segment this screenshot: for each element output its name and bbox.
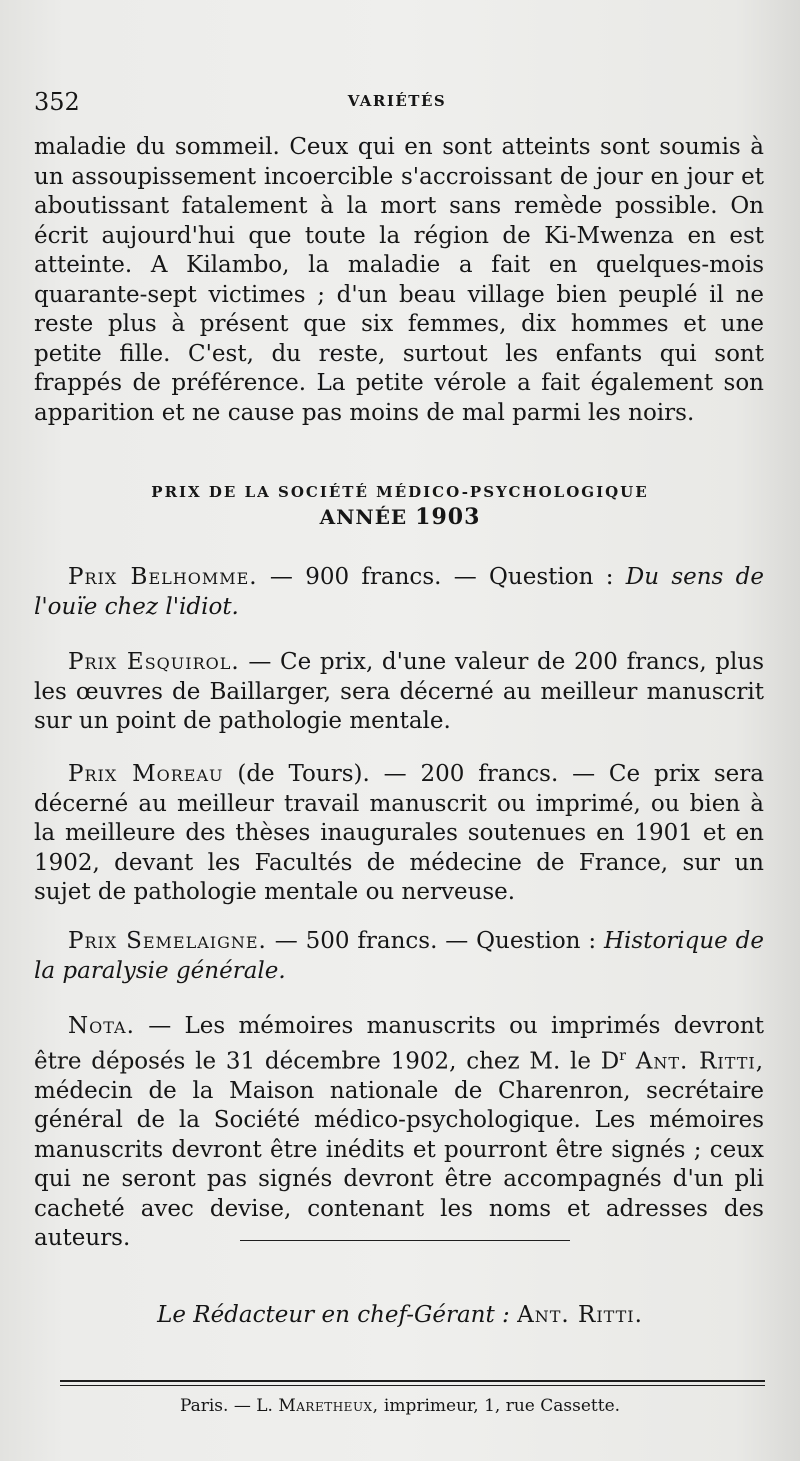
- prize-name: Prix Semelaigne.: [68, 928, 267, 954]
- signature-name: Ant. Ritti.: [517, 1302, 643, 1328]
- prize-belhomme: [34, 563, 764, 622]
- prize-moreau: [34, 760, 764, 908]
- nota-superscript: r: [619, 1047, 626, 1064]
- running-head: VARIÉTÉS: [347, 92, 447, 110]
- year-value: 1903: [415, 504, 481, 530]
- section-divider: [240, 1240, 570, 1241]
- footer-rule-thin: [60, 1385, 765, 1386]
- prize-text: — Ce prix, d'une valeur de 200 francs, plus les œuvres de Baillarger, sera décerné au meilleur manuscrit sur un point de pathologie mentale.: [34, 649, 764, 734]
- imprint-before: Paris. — L.: [179, 1396, 279, 1416]
- prize-question: Du sens de l'ouïe chez l'idiot.: [34, 564, 765, 620]
- imprint-after: imprimeur, 1, rue Cassette.: [378, 1396, 621, 1416]
- prize-name: Prix Esquirol.: [68, 649, 240, 675]
- intro-paragraph: maladie du sommeil. Ceux qui en sont atteints sont soumis à un assoupissement incoercible s'accroissant de jour en jour et aboutissant fatalement à la mort sans remède possible. On écrit aujourd'hui que toute la région de Ki-Mwenza en est atteinte. A Kilambo, la maladie a fait en quelques-mois quarante-sept victimes ; d'un beau village bien peuplé il ne reste plus à présent que six femmes, dix hommes et une petite fille. C'est, du reste, surtout les enfants qui sont frappés de préférence. La petite vérole a fait également son apparition et ne cause pas moins de mal parmi les noirs.: [34, 134, 764, 426]
- imprint-printer-name: Maretheux,: [278, 1396, 379, 1416]
- prize-text: — 500 francs. — Question :: [266, 928, 604, 954]
- nota-paragraph: [34, 1012, 764, 1254]
- prize-esquirol: [34, 648, 764, 737]
- signature-title: Le Rédacteur en chef-Gérant :: [157, 1302, 510, 1328]
- signature-line: [0, 1302, 800, 1328]
- year-label: ANNÉE: [319, 505, 408, 529]
- footer-rule: [60, 1380, 765, 1382]
- prize-text: (de Tours). — 200 francs. — Ce prix sera décerné au meilleur travail manuscrit ou imprimé, ou bien à la meilleure des thèses inaugurales soutenues en 1901 et en 1902, devant les Facultés de médecine de France, sur un sujet de pathologie mentale ou nerveuse.: [34, 761, 764, 905]
- prize-question: Historique de la paralysie générale.: [34, 928, 764, 984]
- prizes-year-heading: [0, 504, 800, 530]
- prize-semelaigne: [34, 927, 764, 986]
- nota-label: Nota.: [68, 1013, 135, 1039]
- prize-name: Prix Belhomme.: [68, 564, 258, 590]
- nota-text-after: médecin de la Maison nationale de Charenron, secrétaire général de la Société médico-psychologique. Les mémoires manuscrits devront être inédits et pourront être signés ; ceux qui ne seront pas signés devront être accompagnés d'un pli cacheté avec devise, contenant les noms et adresses des auteurs.: [34, 1077, 764, 1252]
- page-header: [34, 88, 760, 122]
- prize-text: — 900 francs. — Question :: [257, 564, 626, 590]
- page-number: 352: [34, 88, 80, 116]
- nota-text-before: — Les mémoires manuscrits ou imprimés devront être déposés le 31 décembre 1902, chez M. le D: [34, 1013, 764, 1075]
- prizes-heading: PRIX DE LA SOCIÉTÉ MÉDICO-PSYCHOLOGIQUE: [151, 483, 649, 501]
- prize-name: Prix Moreau: [68, 761, 224, 787]
- printer-imprint: [0, 1396, 800, 1416]
- nota-name: Ant. Ritti,: [635, 1048, 765, 1075]
